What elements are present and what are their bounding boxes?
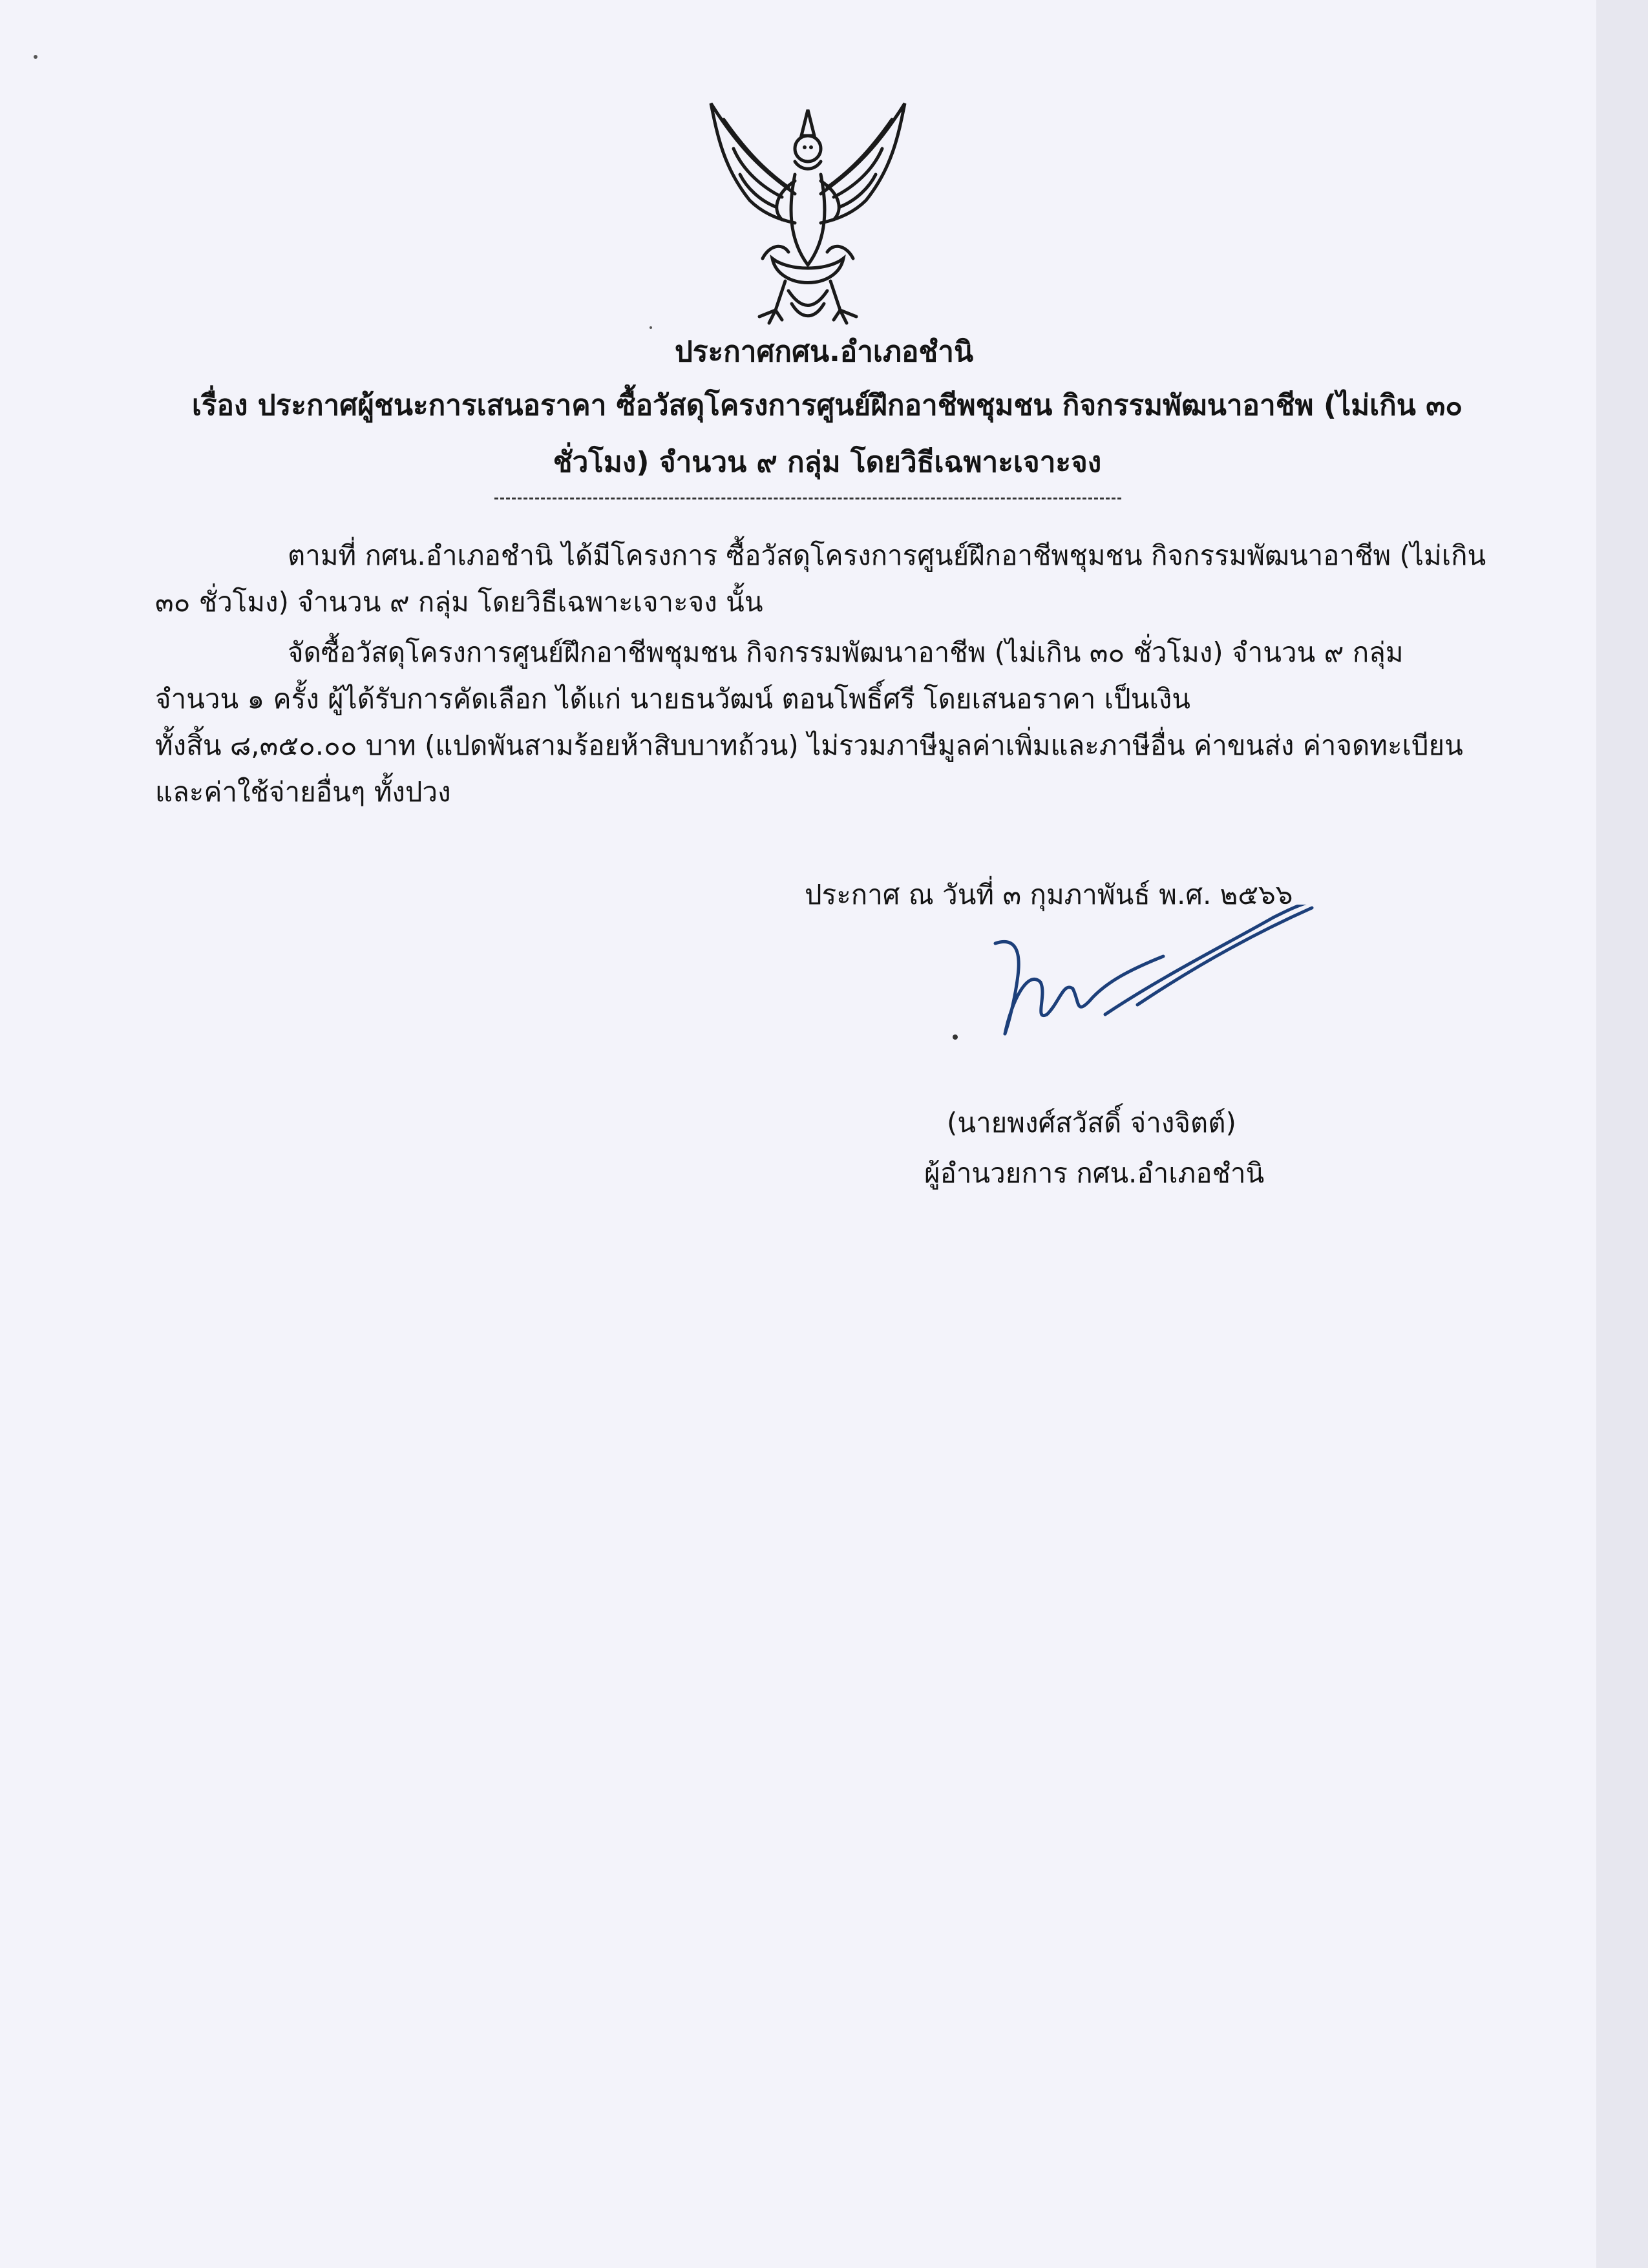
- announcement-subject: [155, 386, 1499, 482]
- paragraph-2-line-4: และค่าใช้จ่ายอื่นๆ ทั้งปวง: [155, 776, 451, 808]
- paragraph-1-line-2: ๓๐ ชั่วโมง) จำนวน ๙ กลุ่ม โดยวิธีเฉพาะเจาะจง นั้น: [155, 586, 763, 618]
- signer-name: (นายพงศ์สวัสดิ์ จ่างจิตต์): [947, 1107, 1236, 1139]
- handwritten-signature: [950, 905, 1364, 1060]
- scan-speck: [34, 55, 37, 59]
- subject-line-1: เรื่อง ประกาศผู้ชนะการเสนอราคา ซื้อวัสดุโครงการศูนย์ฝึกอาชีพชุมชน กิจกรรมพัฒนาอาชีพ (ไม่เกิน ๓๐: [191, 389, 1463, 422]
- subject-line-2: ชั่วโมง) จำนวน ๙ กลุ่ม โดยวิธีเฉพาะเจาะจง: [553, 446, 1102, 479]
- separator-line: [494, 498, 1121, 499]
- announcement-date: ประกาศ ณ วันที่ ๓ กุมภาพันธ์ พ.ศ. ๒๕๖๖: [805, 879, 1293, 910]
- signer-title: ผู้อำนวยการ กศน.อำเภอชำนิ: [924, 1157, 1265, 1189]
- scan-speck: [650, 326, 652, 329]
- garuda-emblem-icon: [698, 97, 918, 330]
- paragraph-1-line-1: ตามที่ กศน.อำเภอชำนิ ได้มีโครงการ ซื้อวัสดุโครงการศูนย์ฝึกอาชีพชุมชน กิจกรรมพัฒนาอาชีพ (ไม่เกิน: [288, 540, 1486, 571]
- paragraph-2-line-3: ทั้งสิ้น ๘,๓๕๐.๐๐ บาท (แปดพันสามร้อยห้าสิบบาทถ้วน) ไม่รวมภาษีมูลค่าเพิ่มและภาษีอื่น ค่าขนส่ง ค่าจดทะเบียน: [155, 730, 1463, 761]
- paragraph-2-line-1: จัดซื้อวัสดุโครงการศูนย์ฝึกอาชีพชุมชน กิจกรรมพัฒนาอาชีพ (ไม่เกิน ๓๐ ชั่วโมง) จำนวน ๙ กลุ่ม: [288, 636, 1404, 668]
- announcement-heading: ประกาศกศน.อำเภอชำนิ: [674, 335, 974, 368]
- paragraph-2-line-2: จำนวน ๑ ครั้ง ผู้ได้รับการคัดเลือก ได้แก่ นายธนวัฒน์ ตอนโพธิ์ศรี โดยเสนอราคา เป็นเงิน: [155, 683, 1190, 715]
